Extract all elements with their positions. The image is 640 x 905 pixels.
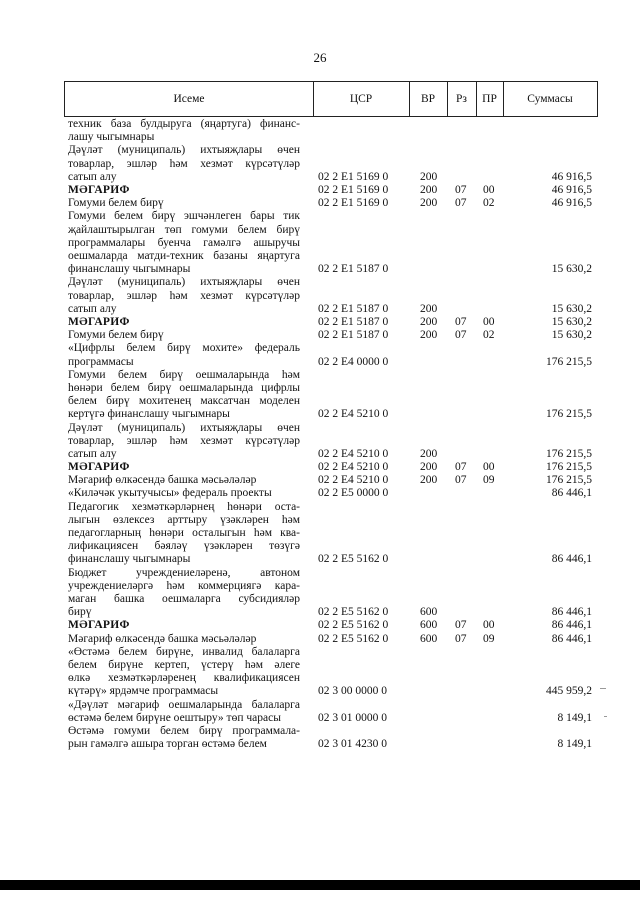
row-rz: 07 [455,329,467,342]
row-sum: 445 959,2 [546,685,592,698]
row-csr: 02 2 E4 5210 0 [318,474,389,487]
row-vr: 600 [420,632,438,645]
row-name-line: белем бирүне кертеп, үстерү һәм әлеге [68,659,300,672]
row-csr: 02 3 01 4230 0 [318,738,387,751]
table-row [0,422,640,462]
row-vr: 200 [420,474,438,487]
row-name-line: МӘГАРИФ [68,183,130,196]
row-name-line: МӘГАРИФ [68,619,130,632]
row-name-line: Дәүләт (муниципаль) ихтыяҗлары өчен [68,276,300,289]
row-pr: 09 [483,474,495,487]
row-name-line: программалары буенча гамәлгә ашыручы [68,236,300,249]
row-name [68,474,300,487]
row-rz: 07 [455,315,467,328]
table-body [0,118,640,751]
row-vr: 200 [420,183,438,196]
row-vr: 200 [420,461,438,474]
row-name [68,422,300,462]
row-sum: 176 215,5 [546,474,592,487]
row-name-line: товарлар, эшләр һәм хезмәт күрсәтүләр [68,157,300,170]
row-csr: 02 2 E1 5169 0 [318,197,389,210]
row-pr: 09 [483,632,495,645]
row-sum [505,131,592,144]
row-name [68,567,300,620]
row-name [68,184,300,197]
row-name-line: белем бирү мохитенең максатчан моделен [68,395,300,408]
row-csr: 02 2 E5 0000 0 [318,487,389,500]
row-vr: 200 [420,329,438,342]
row-pr: 02 [483,197,495,210]
table-row [0,619,640,632]
row-sum: 176 215,5 [546,447,592,460]
row-sum: 86 446,1 [551,619,592,632]
row-name [68,501,300,567]
row-csr: 02 2 E5 5162 0 [318,619,389,632]
table-row [0,567,640,620]
row-csr: 02 2 E1 5169 0 [318,183,389,196]
row-name-line: һөнәри белем бирү оешмаларында цифрлы [68,381,300,394]
row-name-line: товарлар, эшләр һәм хезмәт күрсәтүләр [68,289,300,302]
table-row [0,329,640,342]
header-pr: ПР [482,93,497,105]
row-name-line: учреждениеләргә һәм коммерциягә кара- [68,579,300,592]
row-name [68,725,300,751]
header-sum: Суммасы [527,93,573,105]
row-sum: 15 630,2 [551,329,592,342]
scan-speck [600,688,606,689]
row-sum: 15 630,2 [551,315,592,328]
row-pr: 02 [483,329,495,342]
row-sum: 176 215,5 [546,461,592,474]
row-sum: 8 149,1 [557,738,592,751]
row-sum: 176 215,5 [546,408,592,421]
row-sum: 46 916,5 [551,197,592,210]
header-rz: Рз [456,93,467,105]
table-row [0,144,640,184]
row-rz: 07 [455,632,467,645]
row-csr: 02 3 01 0000 0 [318,711,387,724]
row-name-line: рын гамәлгә ашыра торган өстәмә белем [68,738,267,751]
row-name-line: Бюджет учреждениеләренә, автоном [68,566,300,579]
row-name-line: сатып алу [68,447,117,460]
row-name-line: программасы [68,355,134,368]
row-sum: 86 446,1 [551,632,592,645]
row-sum: 176 215,5 [546,355,592,368]
row-name [68,646,300,699]
row-name-line: Гомуми белем бирү эшчәнлеген бары тик [68,210,300,223]
row-name [68,197,300,210]
row-name-line: Мәгариф өлкәсендә башка мәсьәләләр [68,632,257,645]
row-name [68,342,300,368]
scan-edge-bar [0,880,640,890]
row-vr: 200 [420,315,438,328]
row-pr: 00 [483,619,495,632]
row-name [68,210,300,276]
row-name [68,461,300,474]
row-sum: 46 916,5 [551,170,592,183]
table-row [0,461,640,474]
row-csr: 02 2 E5 5162 0 [318,632,389,645]
row-name-line: өстәмә белем бирүне оештыру» төп чарасы [68,711,281,724]
row-name-line: лификациясен бәяләү үзәкләрен төзүгә [68,540,300,553]
row-name [68,316,300,329]
row-csr: 02 2 E1 5187 0 [318,315,389,328]
row-name-line: лыгын өзлексез арттыру үзәкләрен һәм [68,513,300,526]
table-row [0,487,640,500]
row-name [68,619,300,632]
row-name-line: Педагогик хезмәткәрләрнең һөнәри оста- [68,500,300,513]
row-name-line: Дәүләт (муниципаль) ихтыяҗлары өчен [68,144,300,157]
row-name [68,118,300,144]
row-sum: 8 149,1 [557,711,592,724]
table-header [64,81,598,117]
row-name-line: оешмаларда матди-техник базаны яңартуга [68,249,300,262]
row-rz: 07 [455,461,467,474]
row-name-line: Дәүләт (муниципаль) ихтыяҗлары өчен [68,421,300,434]
row-csr: 02 2 E5 5162 0 [318,553,389,566]
row-name-line: «Цифрлы белем бирү мохите» федераль [68,342,300,355]
row-name-line: «Киләчәк укытучысы» федераль проекты [68,487,272,500]
row-name [68,633,300,646]
row-sum: 46 916,5 [551,183,592,196]
row-sum: 86 446,1 [551,606,592,619]
table-row [0,276,640,316]
table-row [0,501,640,567]
row-csr: 02 2 E4 5210 0 [318,408,389,421]
row-pr: 00 [483,183,495,196]
row-sum: 15 630,2 [551,302,592,315]
row-name-line: МӘГАРИФ [68,315,130,328]
row-vr: 200 [420,447,438,460]
row-name-line: финанслашу чыгымнары [68,553,191,566]
row-name-line: Гомуми белем бирү оешмаларында һәм [68,368,300,381]
row-sum: 15 630,2 [551,263,592,276]
row-name-line: бирү [68,606,92,619]
row-name-line: сатып алу [68,302,117,315]
table-row [0,474,640,487]
header-csr: ЦСР [349,93,373,105]
table-row [0,725,640,751]
row-csr: 02 2 E1 5187 0 [318,263,389,276]
row-name-line: Гомуми белем бирү [68,329,164,342]
row-rz: 07 [455,619,467,632]
row-name-line: Өстәмә гомуми белем бирү программала- [68,725,300,738]
row-name [68,276,300,316]
row-name-line: педагогларның һөнәри осталыгын һәм ква- [68,527,300,540]
row-name-line: җайлаштырылган төп гомуми белем бирү [68,223,300,236]
row-vr: 600 [420,619,438,632]
row-vr: 200 [420,302,438,315]
header-name: Исеме [173,93,205,105]
row-rz: 07 [455,183,467,196]
row-name-line: техник база булдыруга (яңартуга) финанс- [68,118,300,130]
row-vr: 200 [420,170,438,183]
row-name-line: лашу чыгымнары [68,131,155,144]
row-name-line: өлкә хезмәткәрләренең квалификациясен [68,672,300,685]
table-row [0,316,640,329]
row-name-line: Гомуми белем бирү [68,197,164,210]
row-name [68,329,300,342]
table-row [0,210,640,276]
table-row [0,633,640,646]
row-csr: 02 2 E1 5187 0 [318,329,389,342]
row-pr: 00 [483,461,495,474]
table-row [0,646,640,699]
row-rz: 07 [455,197,467,210]
table-row [0,197,640,210]
row-csr: 02 2 E4 0000 0 [318,355,389,368]
row-csr: 02 3 00 0000 0 [318,685,387,698]
row-name-line: МӘГАРИФ [68,461,130,474]
table-row [0,699,640,725]
table-row [0,369,640,422]
row-csr: 02 2 E4 5210 0 [318,461,389,474]
row-name-line: кертүгә финанслашу чыгымнары [68,408,230,421]
row-name-line: «Дәүләт мәгариф оешмаларында балаларга [68,698,300,711]
row-name [68,699,300,725]
row-sum: 86 446,1 [551,553,592,566]
scan-speck [604,716,607,717]
table-row [0,342,640,368]
row-name [68,369,300,422]
row-csr: 02 2 E1 5169 0 [318,170,389,183]
row-csr: 02 2 E5 5162 0 [318,606,389,619]
table-row [0,118,640,144]
row-name-line: «Өстәмә белем бирүне, инвалид балаларга [68,645,300,658]
row-vr: 200 [420,197,438,210]
header-vr: ВР [420,93,436,105]
row-name-line: сатып алу [68,170,117,183]
row-pr: 00 [483,315,495,328]
row-name [68,144,300,184]
row-sum: 86 446,1 [551,487,592,500]
row-name-line: күтәрү» ярдәмче программасы [68,685,219,698]
table-row [0,184,640,197]
row-rz: 07 [455,474,467,487]
row-name-line: финанслашу чыгымнары [68,263,191,276]
row-csr: 02 2 E1 5187 0 [318,302,389,315]
row-name-line: маган башка оешмаларга субсидияләр [68,593,300,606]
row-vr: 600 [420,606,438,619]
row-name [68,487,300,500]
row-name-line: товарлар, эшләр һәм хезмәт күрсәтүләр [68,434,300,447]
row-name-line: Мәгариф өлкәсендә башка мәсьәләләр [68,474,257,487]
row-csr: 02 2 E4 5210 0 [318,447,389,460]
page-number: 26 [313,50,327,65]
